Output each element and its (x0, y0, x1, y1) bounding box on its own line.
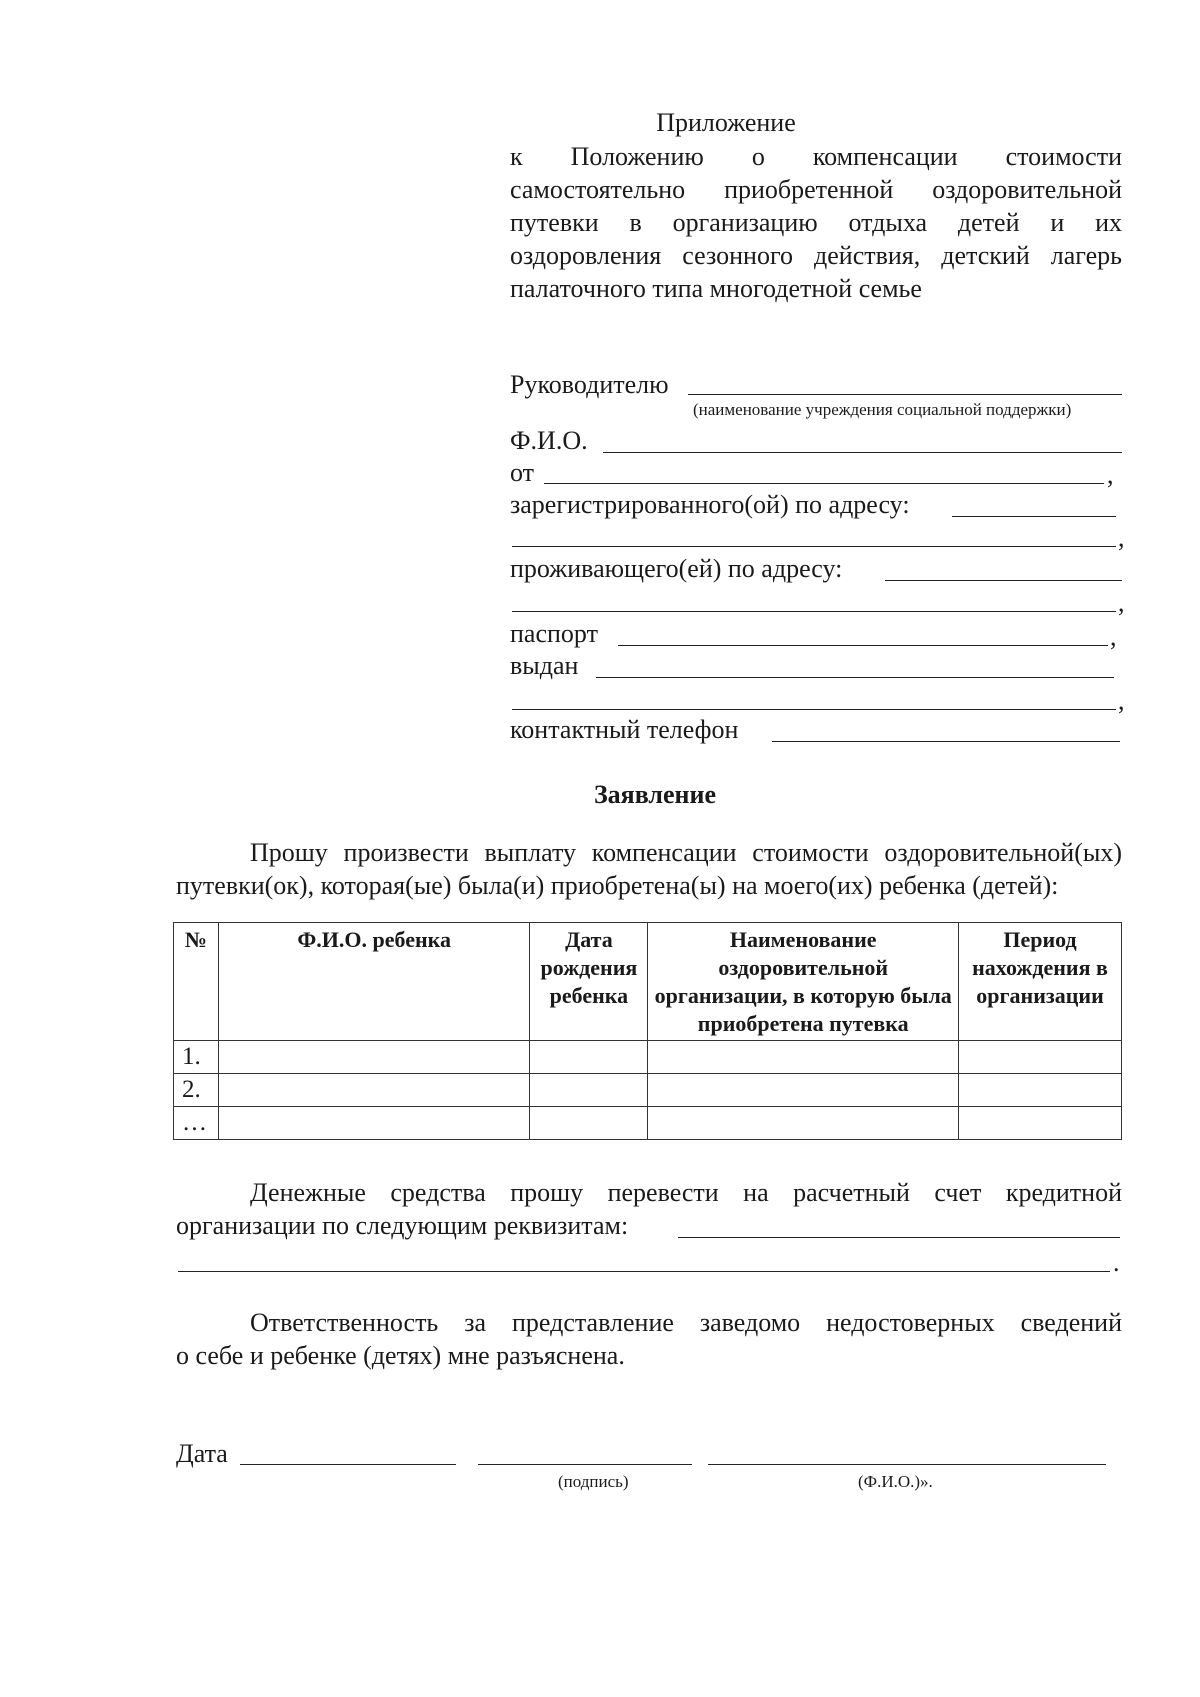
col-header-period: Период нахождения в организации (959, 923, 1122, 1041)
col-header-child-name: Ф.И.О. ребенка (218, 923, 529, 1041)
appendix-line-5: палаточного типа многодетной семье (510, 274, 922, 303)
appendix-title: Приложение (656, 108, 796, 137)
passport-label: паспорт (510, 619, 598, 648)
comma-issued: , (1118, 686, 1125, 715)
children-table (173, 922, 1122, 1140)
cell-period[interactable] (959, 1107, 1122, 1140)
comma-residing: , (1118, 588, 1125, 617)
phone-label: контактный телефон (510, 715, 739, 744)
from-field[interactable] (544, 483, 1104, 484)
signature-caption: (подпись) (558, 1472, 629, 1491)
cell-organization[interactable] (648, 1041, 959, 1074)
fio-signature-field[interactable] (708, 1464, 1106, 1465)
payment-line-2: организации по следующим реквизитам: (176, 1211, 629, 1240)
from-label: от (510, 458, 535, 487)
appendix-line-2: самостоятельно приобретенной оздоровительной (510, 175, 1122, 204)
payment-line-1: Денежные средства прошу перевести на расчетный счет кредитной (250, 1178, 1122, 1207)
issued-field-line2[interactable] (512, 709, 1116, 710)
col-header-birth-date: Дата рождения ребенка (530, 923, 648, 1041)
comma-registered: , (1118, 523, 1125, 552)
comma-from: , (1107, 460, 1114, 489)
issued-field[interactable] (596, 677, 1114, 678)
cell-period[interactable] (959, 1041, 1122, 1074)
date-field[interactable] (240, 1464, 456, 1465)
signature-field[interactable] (478, 1464, 692, 1465)
responsibility-line-2: о себе и ребенке (детях) мне разъяснена. (176, 1341, 625, 1370)
cell-birth-date[interactable] (530, 1107, 648, 1140)
head-label: Руководителю (510, 370, 669, 399)
bank-details-field[interactable] (678, 1237, 1120, 1238)
fio-caption: (Ф.И.О.)». (858, 1472, 933, 1491)
date-label: Дата (176, 1439, 228, 1468)
bank-details-field-line2[interactable] (178, 1271, 1110, 1272)
table-row (174, 1041, 1122, 1074)
comma-passport: , (1110, 622, 1117, 651)
request-line-2: путевки(ок), которая(ые) была(и) приобретена(ы) на моего(их) ребенка (детей): (176, 871, 1059, 900)
appendix-line-4: оздоровления сезонного действия, детский лагерь (510, 241, 1122, 270)
row-number: … (174, 1107, 219, 1140)
cell-period[interactable] (959, 1074, 1122, 1107)
head-field[interactable] (688, 394, 1122, 395)
passport-field[interactable] (618, 645, 1108, 646)
registered-label: зарегистрированного(ой) по адресу: (510, 490, 910, 519)
registered-field[interactable] (952, 516, 1116, 517)
cell-organization[interactable] (648, 1107, 959, 1140)
responsibility-line-1: Ответственность за представление заведомо недостоверных сведений (250, 1308, 1122, 1337)
registered-field-line2[interactable] (512, 546, 1116, 547)
residing-field-line2[interactable] (512, 611, 1116, 612)
cell-child-name[interactable] (218, 1041, 529, 1074)
cell-birth-date[interactable] (530, 1041, 648, 1074)
table-row (174, 1107, 1122, 1140)
col-header-number: № (174, 923, 219, 1041)
period-bank-details: . (1113, 1248, 1120, 1277)
appendix-line-1: к Положению о компенсации стоимости (510, 142, 1122, 171)
row-number: 2. (174, 1074, 219, 1107)
appendix-line-3: путевки в организацию отдыха детей и их (510, 208, 1122, 237)
col-header-organization: Наименование оздоровительной организации, в которую была приобретена путевка (648, 923, 959, 1041)
residing-label: проживающего(ей) по адресу: (510, 554, 843, 583)
request-line-1: Прошу произвести выплату компенсации стоимости оздоровительной(ых) (250, 838, 1122, 867)
table-header-row (174, 923, 1122, 1041)
fio-field[interactable] (603, 452, 1122, 453)
phone-field[interactable] (772, 741, 1120, 742)
issued-label: выдан (510, 651, 579, 680)
residing-field[interactable] (885, 580, 1122, 581)
cell-birth-date[interactable] (530, 1074, 648, 1107)
head-caption: (наименование учреждения социальной поддержки) (693, 400, 1072, 419)
cell-organization[interactable] (648, 1074, 959, 1107)
table-row (174, 1074, 1122, 1107)
fio-label: Ф.И.О. (510, 426, 588, 455)
appendix-block (510, 106, 1122, 305)
cell-child-name[interactable] (218, 1074, 529, 1107)
cell-child-name[interactable] (218, 1107, 529, 1140)
statement-title: Заявление (593, 780, 717, 809)
row-number: 1. (174, 1041, 219, 1074)
